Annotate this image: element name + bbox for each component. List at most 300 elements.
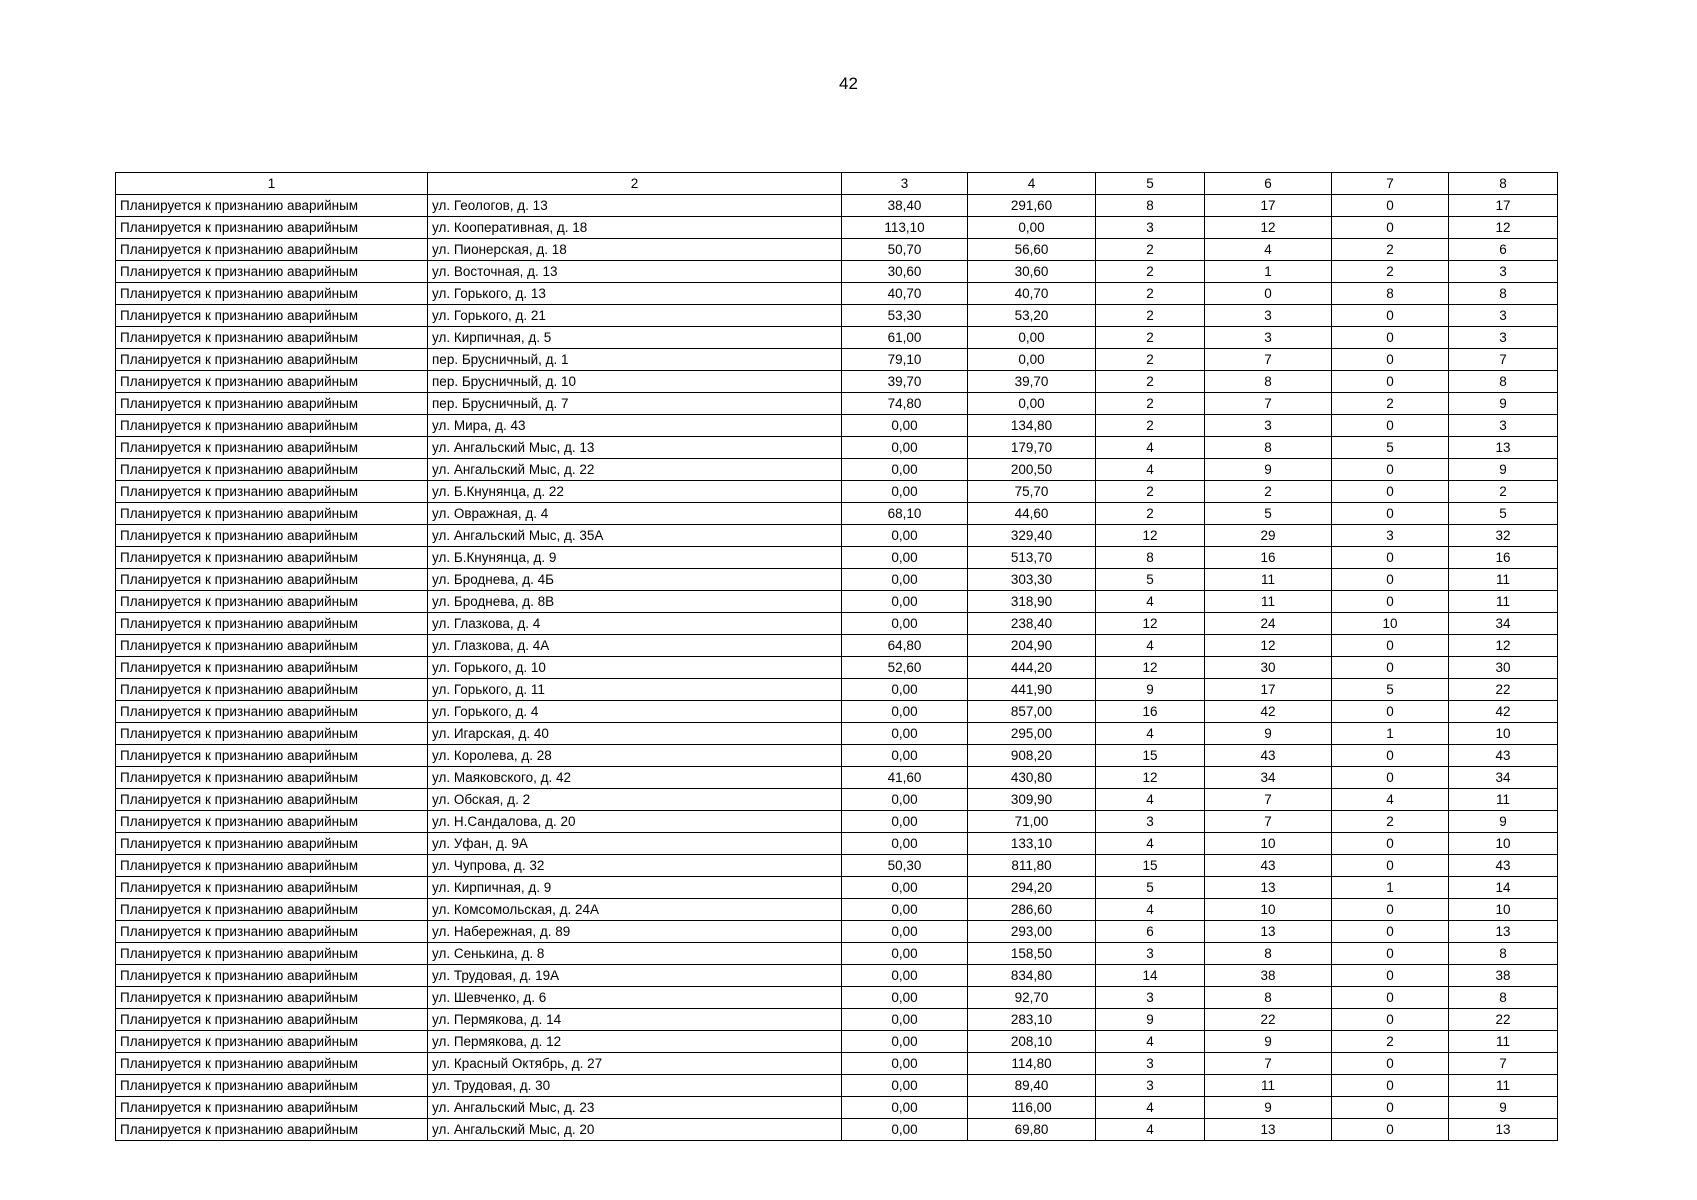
value-cell: 2 xyxy=(1096,503,1205,525)
table-row xyxy=(116,1053,1558,1075)
value-cell: 0,00 xyxy=(842,415,968,437)
status-cell: Планируется к признанию аварийным xyxy=(116,239,428,261)
address-cell: ул. Горького, д. 11 xyxy=(428,679,842,701)
value-cell: 13 xyxy=(1449,437,1558,459)
value-cell: 0,00 xyxy=(842,679,968,701)
address-cell: ул. Пионерская, д. 18 xyxy=(428,239,842,261)
value-cell: 69,80 xyxy=(968,1119,1096,1141)
value-cell: 3 xyxy=(1449,305,1558,327)
status-cell: Планируется к признанию аварийным xyxy=(116,635,428,657)
address-cell: ул. Набережная, д. 89 xyxy=(428,921,842,943)
table-row xyxy=(116,635,1558,657)
table-row xyxy=(116,767,1558,789)
value-cell: 17 xyxy=(1205,679,1332,701)
value-cell: 4 xyxy=(1096,833,1205,855)
value-cell: 8 xyxy=(1449,283,1558,305)
value-cell: 0 xyxy=(1332,1053,1449,1075)
value-cell: 30,60 xyxy=(842,261,968,283)
address-cell: ул. Красный Октябрь, д. 27 xyxy=(428,1053,842,1075)
address-cell: ул. Ангальский Мыс, д. 13 xyxy=(428,437,842,459)
address-cell: ул. Ангальский Мыс, д. 23 xyxy=(428,1097,842,1119)
value-cell: 14 xyxy=(1096,965,1205,987)
value-cell: 8 xyxy=(1449,943,1558,965)
value-cell: 43 xyxy=(1205,855,1332,877)
value-cell: 0 xyxy=(1332,217,1449,239)
value-cell: 38,40 xyxy=(842,195,968,217)
value-cell: 34 xyxy=(1205,767,1332,789)
value-cell: 8 xyxy=(1205,437,1332,459)
value-cell: 0,00 xyxy=(842,1053,968,1075)
value-cell: 0,00 xyxy=(842,899,968,921)
value-cell: 11 xyxy=(1449,591,1558,613)
table-row xyxy=(116,1119,1558,1141)
value-cell: 0 xyxy=(1332,503,1449,525)
value-cell: 3 xyxy=(1449,261,1558,283)
status-cell: Планируется к признанию аварийным xyxy=(116,679,428,701)
value-cell: 204,90 xyxy=(968,635,1096,657)
value-cell: 50,70 xyxy=(842,239,968,261)
value-cell: 1 xyxy=(1332,723,1449,745)
value-cell: 0 xyxy=(1332,1009,1449,1031)
table-row xyxy=(116,481,1558,503)
value-cell: 9 xyxy=(1449,459,1558,481)
value-cell: 4 xyxy=(1096,1119,1205,1141)
value-cell: 10 xyxy=(1449,833,1558,855)
value-cell: 11 xyxy=(1449,569,1558,591)
value-cell: 0 xyxy=(1332,855,1449,877)
value-cell: 3 xyxy=(1205,305,1332,327)
value-cell: 4 xyxy=(1096,1097,1205,1119)
value-cell: 0,00 xyxy=(842,459,968,481)
value-cell: 114,80 xyxy=(968,1053,1096,1075)
status-cell: Планируется к признанию аварийным xyxy=(116,459,428,481)
value-cell: 0 xyxy=(1332,195,1449,217)
address-cell: пер. Брусничный, д. 7 xyxy=(428,393,842,415)
status-cell: Планируется к признанию аварийным xyxy=(116,1097,428,1119)
value-cell: 0 xyxy=(1332,349,1449,371)
value-cell: 2 xyxy=(1096,327,1205,349)
value-cell: 2 xyxy=(1332,393,1449,415)
table-row xyxy=(116,239,1558,261)
value-cell: 34 xyxy=(1449,767,1558,789)
value-cell: 11 xyxy=(1205,591,1332,613)
status-cell: Планируется к признанию аварийным xyxy=(116,305,428,327)
status-cell: Планируется к признанию аварийным xyxy=(116,987,428,1009)
value-cell: 318,90 xyxy=(968,591,1096,613)
value-cell: 8 xyxy=(1449,371,1558,393)
column-number: 7 xyxy=(1332,173,1449,195)
value-cell: 14 xyxy=(1449,877,1558,899)
value-cell: 2 xyxy=(1096,283,1205,305)
address-cell: ул. Кирпичная, д. 5 xyxy=(428,327,842,349)
column-number: 4 xyxy=(968,173,1096,195)
address-cell: пер. Брусничный, д. 10 xyxy=(428,371,842,393)
value-cell: 43 xyxy=(1449,745,1558,767)
value-cell: 2 xyxy=(1332,239,1449,261)
value-cell: 3 xyxy=(1096,1053,1205,1075)
value-cell: 0 xyxy=(1332,833,1449,855)
value-cell: 0,00 xyxy=(842,481,968,503)
value-cell: 0 xyxy=(1205,283,1332,305)
status-cell: Планируется к признанию аварийным xyxy=(116,745,428,767)
table-row xyxy=(116,745,1558,767)
value-cell: 4 xyxy=(1096,1031,1205,1053)
table-row xyxy=(116,349,1558,371)
value-cell: 0,00 xyxy=(842,1119,968,1141)
value-cell: 12 xyxy=(1205,217,1332,239)
value-cell: 441,90 xyxy=(968,679,1096,701)
column-number: 8 xyxy=(1449,173,1558,195)
value-cell: 208,10 xyxy=(968,1031,1096,1053)
value-cell: 7 xyxy=(1205,789,1332,811)
status-cell: Планируется к признанию аварийным xyxy=(116,921,428,943)
value-cell: 0 xyxy=(1332,327,1449,349)
table-row xyxy=(116,195,1558,217)
value-cell: 0,00 xyxy=(842,569,968,591)
housing-table xyxy=(115,172,1558,1141)
value-cell: 0 xyxy=(1332,415,1449,437)
table-row xyxy=(116,855,1558,877)
address-cell: ул. Б.Кнунянца, д. 22 xyxy=(428,481,842,503)
address-cell: ул. Пермякова, д. 12 xyxy=(428,1031,842,1053)
value-cell: 0,00 xyxy=(842,1075,968,1097)
value-cell: 3 xyxy=(1205,415,1332,437)
value-cell: 0,00 xyxy=(842,745,968,767)
value-cell: 4 xyxy=(1332,789,1449,811)
status-cell: Планируется к признанию аварийным xyxy=(116,1031,428,1053)
value-cell: 9 xyxy=(1449,1097,1558,1119)
value-cell: 2 xyxy=(1205,481,1332,503)
table-row xyxy=(116,943,1558,965)
column-number: 5 xyxy=(1096,173,1205,195)
table-body xyxy=(116,173,1558,1141)
value-cell: 38 xyxy=(1205,965,1332,987)
address-cell: ул. Восточная, д. 13 xyxy=(428,261,842,283)
column-number: 1 xyxy=(116,173,428,195)
address-cell: ул. Броднева, д. 4Б xyxy=(428,569,842,591)
value-cell: 9 xyxy=(1205,459,1332,481)
value-cell: 0 xyxy=(1332,943,1449,965)
value-cell: 92,70 xyxy=(968,987,1096,1009)
value-cell: 0 xyxy=(1332,635,1449,657)
value-cell: 2 xyxy=(1096,261,1205,283)
status-cell: Планируется к признанию аварийным xyxy=(116,943,428,965)
value-cell: 17 xyxy=(1449,195,1558,217)
value-cell: 71,00 xyxy=(968,811,1096,833)
value-cell: 3 xyxy=(1096,987,1205,1009)
value-cell: 0 xyxy=(1332,305,1449,327)
value-cell: 134,80 xyxy=(968,415,1096,437)
value-cell: 13 xyxy=(1205,877,1332,899)
value-cell: 811,80 xyxy=(968,855,1096,877)
value-cell: 0,00 xyxy=(842,965,968,987)
table-row xyxy=(116,1009,1558,1031)
status-cell: Планируется к признанию аварийным xyxy=(116,767,428,789)
value-cell: 30 xyxy=(1205,657,1332,679)
status-cell: Планируется к признанию аварийным xyxy=(116,437,428,459)
address-cell: ул. Шевченко, д. 6 xyxy=(428,987,842,1009)
address-cell: ул. Обская, д. 2 xyxy=(428,789,842,811)
value-cell: 16 xyxy=(1449,547,1558,569)
value-cell: 56,60 xyxy=(968,239,1096,261)
value-cell: 3 xyxy=(1096,943,1205,965)
address-cell: ул. Н.Сандалова, д. 20 xyxy=(428,811,842,833)
status-cell: Планируется к признанию аварийным xyxy=(116,327,428,349)
address-cell: ул. Геологов, д. 13 xyxy=(428,195,842,217)
value-cell: 0,00 xyxy=(842,547,968,569)
value-cell: 15 xyxy=(1096,855,1205,877)
value-cell: 29 xyxy=(1205,525,1332,547)
value-cell: 30,60 xyxy=(968,261,1096,283)
value-cell: 2 xyxy=(1332,261,1449,283)
value-cell: 0,00 xyxy=(842,987,968,1009)
value-cell: 0 xyxy=(1332,569,1449,591)
value-cell: 3 xyxy=(1096,217,1205,239)
value-cell: 0 xyxy=(1332,481,1449,503)
value-cell: 43 xyxy=(1449,855,1558,877)
value-cell: 40,70 xyxy=(968,283,1096,305)
value-cell: 22 xyxy=(1449,1009,1558,1031)
value-cell: 5 xyxy=(1096,569,1205,591)
value-cell: 12 xyxy=(1096,657,1205,679)
status-cell: Планируется к признанию аварийным xyxy=(116,481,428,503)
address-cell: ул. Горького, д. 13 xyxy=(428,283,842,305)
value-cell: 0,00 xyxy=(842,437,968,459)
table-row xyxy=(116,437,1558,459)
address-cell: ул. Ангальский Мыс, д. 20 xyxy=(428,1119,842,1141)
value-cell: 39,70 xyxy=(968,371,1096,393)
value-cell: 158,50 xyxy=(968,943,1096,965)
value-cell: 286,60 xyxy=(968,899,1096,921)
table-row xyxy=(116,723,1558,745)
value-cell: 179,70 xyxy=(968,437,1096,459)
table-row xyxy=(116,503,1558,525)
value-cell: 0,00 xyxy=(842,943,968,965)
status-cell: Планируется к признанию аварийным xyxy=(116,1119,428,1141)
value-cell: 4 xyxy=(1205,239,1332,261)
value-cell: 9 xyxy=(1096,1009,1205,1031)
value-cell: 1 xyxy=(1205,261,1332,283)
table-row xyxy=(116,327,1558,349)
value-cell: 0 xyxy=(1332,1119,1449,1141)
value-cell: 9 xyxy=(1449,811,1558,833)
table-row xyxy=(116,459,1558,481)
value-cell: 0 xyxy=(1332,965,1449,987)
value-cell: 0,00 xyxy=(842,877,968,899)
status-cell: Планируется к признанию аварийным xyxy=(116,789,428,811)
status-cell: Планируется к признанию аварийным xyxy=(116,965,428,987)
value-cell: 430,80 xyxy=(968,767,1096,789)
table-row xyxy=(116,921,1558,943)
value-cell: 8 xyxy=(1332,283,1449,305)
status-cell: Планируется к признанию аварийным xyxy=(116,349,428,371)
value-cell: 11 xyxy=(1449,789,1558,811)
status-cell: Планируется к признанию аварийным xyxy=(116,415,428,437)
value-cell: 43 xyxy=(1205,745,1332,767)
value-cell: 0 xyxy=(1332,371,1449,393)
value-cell: 908,20 xyxy=(968,745,1096,767)
address-cell: ул. Горького, д. 4 xyxy=(428,701,842,723)
status-cell: Планируется к признанию аварийным xyxy=(116,613,428,635)
table-row xyxy=(116,965,1558,987)
value-cell: 329,40 xyxy=(968,525,1096,547)
value-cell: 13 xyxy=(1205,921,1332,943)
value-cell: 32 xyxy=(1449,525,1558,547)
value-cell: 6 xyxy=(1096,921,1205,943)
value-cell: 16 xyxy=(1205,547,1332,569)
table-row xyxy=(116,701,1558,723)
status-cell: Планируется к признанию аварийным xyxy=(116,657,428,679)
status-cell: Планируется к признанию аварийным xyxy=(116,1053,428,1075)
status-cell: Планируется к признанию аварийным xyxy=(116,855,428,877)
value-cell: 834,80 xyxy=(968,965,1096,987)
value-cell: 2 xyxy=(1449,481,1558,503)
value-cell: 6 xyxy=(1449,239,1558,261)
value-cell: 4 xyxy=(1096,459,1205,481)
value-cell: 8 xyxy=(1449,987,1558,1009)
value-cell: 13 xyxy=(1449,1119,1558,1141)
table-row xyxy=(116,657,1558,679)
address-cell: ул. Глазкова, д. 4А xyxy=(428,635,842,657)
address-cell: ул. Королева, д. 28 xyxy=(428,745,842,767)
value-cell: 53,30 xyxy=(842,305,968,327)
value-cell: 0 xyxy=(1332,745,1449,767)
value-cell: 0,00 xyxy=(842,1031,968,1053)
value-cell: 0,00 xyxy=(842,1009,968,1031)
address-cell: ул. Горького, д. 10 xyxy=(428,657,842,679)
table-row xyxy=(116,525,1558,547)
value-cell: 74,80 xyxy=(842,393,968,415)
value-cell: 3 xyxy=(1205,327,1332,349)
status-cell: Планируется к признанию аварийным xyxy=(116,833,428,855)
value-cell: 8 xyxy=(1205,943,1332,965)
value-cell: 0,00 xyxy=(842,525,968,547)
value-cell: 0,00 xyxy=(842,613,968,635)
value-cell: 444,20 xyxy=(968,657,1096,679)
value-cell: 1 xyxy=(1332,877,1449,899)
value-cell: 42 xyxy=(1205,701,1332,723)
value-cell: 0,00 xyxy=(842,789,968,811)
value-cell: 12 xyxy=(1096,613,1205,635)
value-cell: 0,00 xyxy=(842,701,968,723)
value-cell: 53,20 xyxy=(968,305,1096,327)
value-cell: 238,40 xyxy=(968,613,1096,635)
value-cell: 42 xyxy=(1449,701,1558,723)
value-cell: 13 xyxy=(1205,1119,1332,1141)
value-cell: 12 xyxy=(1096,767,1205,789)
value-cell: 5 xyxy=(1449,503,1558,525)
value-cell: 0 xyxy=(1332,767,1449,789)
value-cell: 0,00 xyxy=(968,217,1096,239)
value-cell: 133,10 xyxy=(968,833,1096,855)
table-row xyxy=(116,591,1558,613)
status-cell: Планируется к признанию аварийным xyxy=(116,393,428,415)
value-cell: 0,00 xyxy=(842,833,968,855)
column-number: 2 xyxy=(428,173,842,195)
value-cell: 8 xyxy=(1205,987,1332,1009)
value-cell: 52,60 xyxy=(842,657,968,679)
value-cell: 44,60 xyxy=(968,503,1096,525)
value-cell: 68,10 xyxy=(842,503,968,525)
value-cell: 75,70 xyxy=(968,481,1096,503)
status-cell: Планируется к признанию аварийным xyxy=(116,547,428,569)
table-row xyxy=(116,415,1558,437)
address-cell: ул. Трудовая, д. 30 xyxy=(428,1075,842,1097)
value-cell: 200,50 xyxy=(968,459,1096,481)
value-cell: 0 xyxy=(1332,1075,1449,1097)
address-cell: ул. Б.Кнунянца, д. 9 xyxy=(428,547,842,569)
table-row xyxy=(116,811,1558,833)
value-cell: 113,10 xyxy=(842,217,968,239)
value-cell: 15 xyxy=(1096,745,1205,767)
column-number: 6 xyxy=(1205,173,1332,195)
table-row xyxy=(116,393,1558,415)
table-row xyxy=(116,789,1558,811)
status-cell: Планируется к признанию аварийным xyxy=(116,811,428,833)
value-cell: 30 xyxy=(1449,657,1558,679)
status-cell: Планируется к признанию аварийным xyxy=(116,283,428,305)
value-cell: 17 xyxy=(1205,195,1332,217)
value-cell: 4 xyxy=(1096,635,1205,657)
value-cell: 7 xyxy=(1449,349,1558,371)
value-cell: 13 xyxy=(1449,921,1558,943)
table-row xyxy=(116,1075,1558,1097)
value-cell: 8 xyxy=(1096,547,1205,569)
value-cell: 0,00 xyxy=(842,591,968,613)
value-cell: 41,60 xyxy=(842,767,968,789)
address-cell: ул. Комсомольская, д. 24А xyxy=(428,899,842,921)
address-cell: ул. Овражная, д. 4 xyxy=(428,503,842,525)
address-cell: ул. Трудовая, д. 19А xyxy=(428,965,842,987)
value-cell: 7 xyxy=(1205,393,1332,415)
value-cell: 513,70 xyxy=(968,547,1096,569)
value-cell: 11 xyxy=(1205,569,1332,591)
value-cell: 10 xyxy=(1205,833,1332,855)
value-cell: 12 xyxy=(1096,525,1205,547)
table-row xyxy=(116,283,1558,305)
value-cell: 293,00 xyxy=(968,921,1096,943)
value-cell: 8 xyxy=(1096,195,1205,217)
value-cell: 294,20 xyxy=(968,877,1096,899)
value-cell: 4 xyxy=(1096,723,1205,745)
value-cell: 3 xyxy=(1096,1075,1205,1097)
value-cell: 4 xyxy=(1096,437,1205,459)
value-cell: 3 xyxy=(1449,415,1558,437)
address-cell: ул. Глазкова, д. 4 xyxy=(428,613,842,635)
value-cell: 9 xyxy=(1096,679,1205,701)
value-cell: 16 xyxy=(1096,701,1205,723)
table-row xyxy=(116,833,1558,855)
value-cell: 2 xyxy=(1332,1031,1449,1053)
address-cell: ул. Маяковского, д. 42 xyxy=(428,767,842,789)
value-cell: 4 xyxy=(1096,789,1205,811)
status-cell: Планируется к признанию аварийным xyxy=(116,525,428,547)
value-cell: 10 xyxy=(1205,899,1332,921)
address-cell: ул. Сенькина, д. 8 xyxy=(428,943,842,965)
value-cell: 0,00 xyxy=(842,921,968,943)
value-cell: 2 xyxy=(1096,349,1205,371)
table-row xyxy=(116,679,1558,701)
status-cell: Планируется к признанию аварийным xyxy=(116,371,428,393)
value-cell: 0,00 xyxy=(842,1097,968,1119)
value-cell: 0,00 xyxy=(968,327,1096,349)
table-row xyxy=(116,987,1558,1009)
value-cell: 24 xyxy=(1205,613,1332,635)
value-cell: 5 xyxy=(1205,503,1332,525)
value-cell: 34 xyxy=(1449,613,1558,635)
value-cell: 0 xyxy=(1332,899,1449,921)
value-cell: 79,10 xyxy=(842,349,968,371)
